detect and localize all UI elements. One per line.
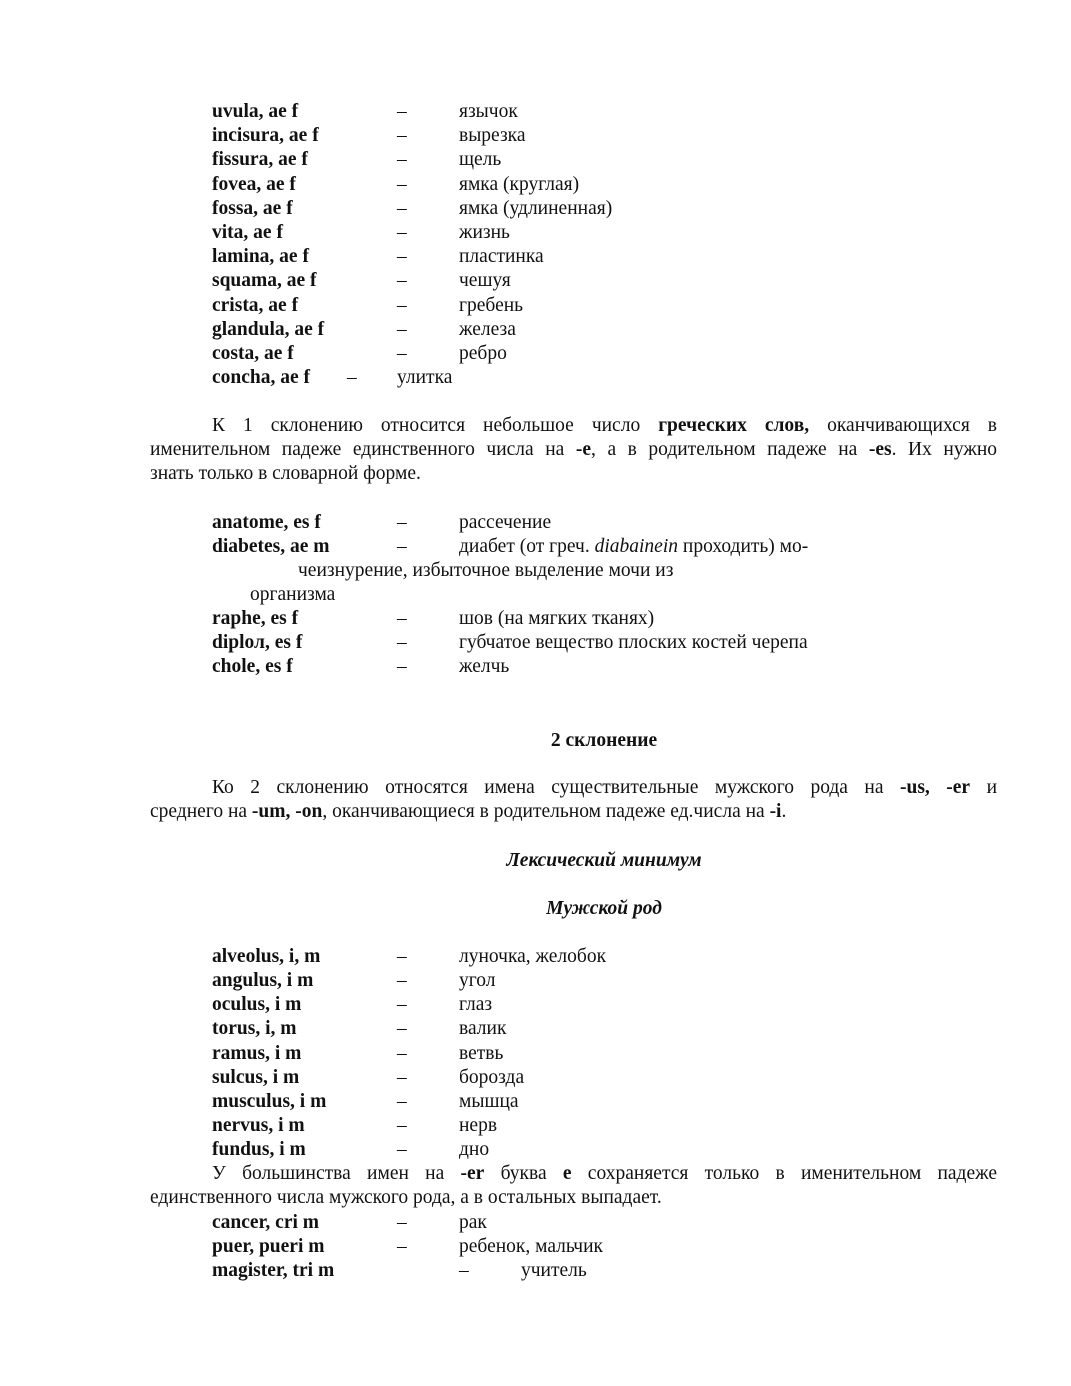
vocab-definition: ямка (круглая) (459, 173, 580, 195)
vocab-definition: чешуя (459, 270, 511, 292)
vocab-dash: – (397, 1139, 407, 1161)
paragraph-er-nouns (150, 1162, 997, 1210)
vocab-term: angulus, i m (212, 970, 314, 992)
continuation-text: чеизнурение, избыточное выделение мочи из (298, 560, 674, 581)
vocab-term: puer, pueri m (212, 1236, 325, 1257)
vocab-term: diplол, es f (212, 632, 303, 653)
vocab-definition: улитка (397, 367, 453, 388)
vocab-term: oculus, i m (212, 994, 302, 1016)
vocab-dash: – (397, 1212, 407, 1233)
vocab-term: musculus, i m (212, 1090, 327, 1112)
masculine-heading: Мужской род (546, 898, 662, 919)
vocab-term: magister, tri m (212, 1260, 335, 1281)
vocab-dash: – (347, 367, 357, 388)
vocab-dash: – (397, 1066, 407, 1088)
vocab-dash: – (397, 294, 407, 316)
vocab-dash: – (397, 222, 407, 243)
vocab-term: squama, ae f (212, 270, 317, 292)
vocab-dash: – (397, 608, 407, 629)
vocab-definition: железа (459, 318, 516, 340)
vocab-term: uvula, ae f (212, 101, 299, 122)
vocab-definition: диабет (от греч. diabainein проходить) мо- (459, 536, 809, 557)
vocab-definition: ребро (459, 343, 507, 364)
vocab-term: vita, ae f (212, 222, 283, 243)
vocab-definition: дно (459, 1139, 490, 1161)
lexical-minimum-heading: Лексический минимум (506, 850, 702, 871)
vocab-term: fovea, ae f (212, 173, 296, 195)
vocab-definition: учитель (521, 1260, 587, 1281)
vocab-dash: – (397, 101, 407, 122)
paragraph-line: среднего на -um, -on, оканчивающиеся в родительном падеже ед.числа на -i. (150, 801, 787, 822)
vocab-term: concha, ae f (212, 367, 311, 388)
vocab-dash: – (397, 946, 407, 967)
vocab-definition: щель (459, 149, 502, 171)
paragraph-line: К 1 склонению относится небольшое число греческих слов, оканчивающихся в (212, 415, 998, 436)
vocab-definition: жизнь (459, 222, 510, 243)
vocab-definition: глаз (459, 994, 493, 1016)
continuation-text: организма (250, 584, 336, 605)
vocab-definition: рассечение (459, 512, 552, 533)
vocab-dash: – (397, 173, 407, 195)
vocab-term: fundus, i m (212, 1139, 306, 1161)
vocab-definition: валик (459, 1018, 507, 1040)
vocab-term: fissura, ae f (212, 149, 308, 171)
vocab-term: sulcus, i m (212, 1066, 300, 1088)
vocab-dash: – (397, 1236, 407, 1257)
vocab-definition: нерв (459, 1115, 498, 1137)
paragraph-line: У большинства имен на -er буква е сохраняется только в именительном падеже (212, 1163, 997, 1184)
vocab-term: cancer, cri m (212, 1212, 320, 1233)
vocab-dash: – (397, 1115, 407, 1137)
vocab-definition: угол (459, 970, 496, 992)
vocab-dash: – (397, 125, 407, 147)
vocab-term: lamina, ae f (212, 246, 309, 268)
vocab-dash: – (397, 536, 407, 557)
vocab-definition: луночка, желобок (459, 946, 607, 967)
vocab-dash: – (397, 246, 407, 268)
vocab-dash: – (397, 1018, 407, 1040)
vocab-dash: – (397, 1042, 407, 1064)
vocab-term: torus, i, m (212, 1018, 297, 1040)
paragraph-greek-words (150, 414, 997, 486)
vocab-term: costa, ae f (212, 343, 294, 364)
paragraph-line: знать только в словарной форме. (150, 463, 421, 484)
vocab-definition: желчь (459, 656, 510, 677)
vocab-definition: гребень (459, 294, 524, 316)
vocab-dash: – (397, 970, 407, 992)
vocab-definition: язычок (459, 101, 518, 122)
vocab-dash: – (397, 197, 407, 219)
vocab-term: ramus, i m (212, 1042, 302, 1064)
paragraph-second-declension (150, 776, 997, 824)
vocab-dash: – (397, 343, 407, 364)
vocab-dash: – (397, 1090, 407, 1112)
paragraph-line: единственного числа мужского рода, а в остальных выпадает. (150, 1187, 662, 1208)
vocab-definition: вырезка (459, 125, 526, 147)
vocab-definition: борозда (459, 1066, 525, 1088)
vocab-dash: – (397, 318, 407, 340)
vocab-dash: – (397, 656, 407, 677)
vocab-dash: – (397, 149, 407, 171)
vocab-definition: ямка (удлиненная) (459, 197, 613, 219)
vocab-definition: пластинка (459, 246, 544, 268)
vocab-definition: шов (на мягких тканях) (459, 608, 655, 629)
vocab-definition: ветвь (459, 1042, 504, 1064)
vocab-term: crista, ae f (212, 294, 299, 316)
vocab-dash: – (397, 270, 407, 292)
vocab-dash: – (397, 994, 407, 1016)
vocab-term: fossa, ae f (212, 197, 293, 219)
vocab-term: raphe, es f (212, 608, 299, 629)
vocab-dash: – (459, 1260, 469, 1281)
vocab-term: incisura, ae f (212, 125, 319, 147)
vocab-definition: губчатое вещество плоских костей черепа (459, 632, 808, 653)
vocab-definition: мышца (459, 1090, 519, 1112)
vocab-term: diabetes, ae m (212, 536, 330, 557)
paragraph-line: Ко 2 склонению относятся имена существительные мужского рода на -us, -er и (212, 777, 998, 798)
vocab-definition: рак (459, 1212, 487, 1233)
vocab-term: anatome, es f (212, 512, 321, 533)
vocab-definition: ребенок, мальчик (459, 1236, 604, 1257)
paragraph-line: именительном падеже единственного числа на -е, а в родительном падеже на -es. Их нужно (150, 439, 998, 460)
section-title: 2 склонение (550, 730, 658, 751)
vocab-term: glandula, ae f (212, 318, 325, 340)
vocab-dash: – (397, 512, 407, 533)
vocab-term: nervus, i m (212, 1115, 305, 1137)
vocab-dash: – (397, 632, 407, 653)
vocab-term: chole, es f (212, 656, 293, 677)
vocab-term: alveolus, i, m (212, 946, 321, 967)
